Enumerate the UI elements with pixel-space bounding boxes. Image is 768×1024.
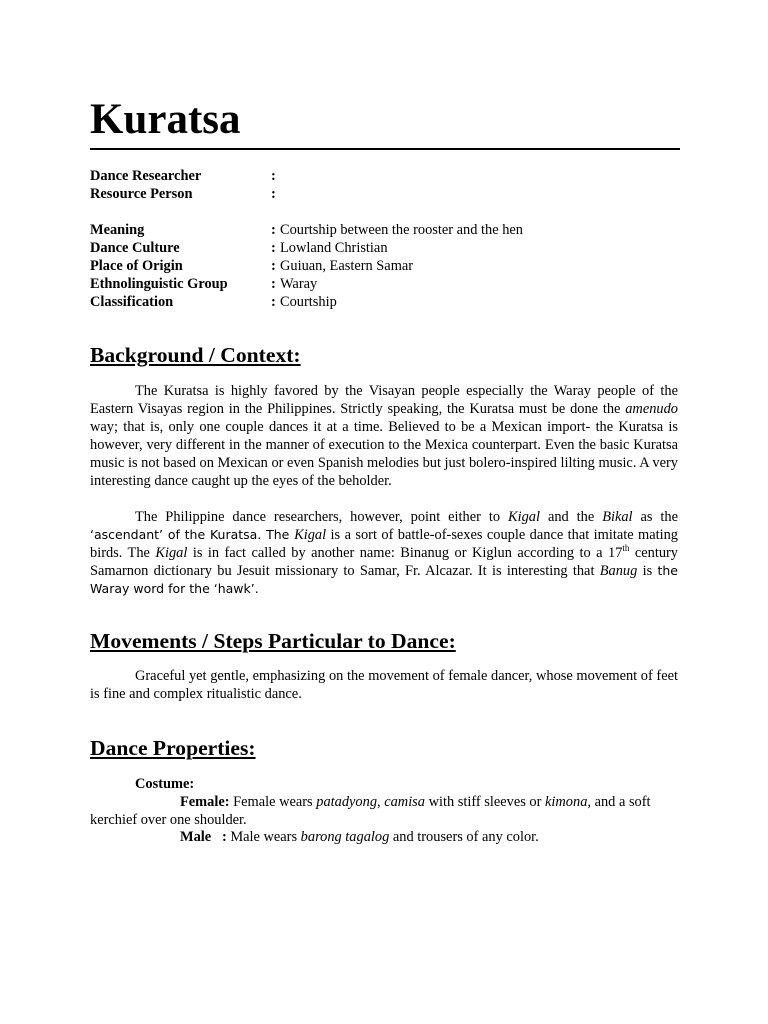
background-p1-text-a: The Kuratsa is highly favored by the Visayan people especially the Waray people of the Eastern Visayas region in the Philippines. Strictly speaking, the Kuratsa must be done the <box>90 383 678 417</box>
background-p2-text-e: is a sort of battle-of-sexes couple dance that imitate mating birds. The <box>90 527 678 561</box>
field-label: Dance Culture <box>90 240 180 256</box>
female-text-a: Female wears <box>229 794 317 810</box>
field-row-resource-person <box>90 185 690 203</box>
field-label: Ethnolinguistic Group <box>90 276 228 292</box>
background-paragraph-1 <box>90 382 678 490</box>
field-colon: : <box>271 258 276 274</box>
field-row-classification <box>90 293 690 311</box>
background-p1-emphasis: amenudo <box>625 401 678 417</box>
field-row-ethnolinguistic-group <box>90 275 690 293</box>
background-p2-text-d: ‘ascendant’ of the Kuratsa. The <box>90 527 295 542</box>
background-p2-text-c: as the <box>632 509 679 525</box>
male-text-a: Male wears <box>226 829 301 845</box>
female-text-b: with stiff sleeves or <box>424 794 546 810</box>
field-row-dance-culture <box>90 239 690 257</box>
field-value: Lowland Christian <box>280 240 388 256</box>
page-title: Kuratsa <box>90 96 241 143</box>
female-emphasis-kimona: kimona, <box>545 794 591 810</box>
background-p2-emphasis-kigal-3: Kigal <box>155 545 188 561</box>
male-text-b: and trousers of any color. <box>389 829 539 845</box>
field-colon: : <box>271 222 276 238</box>
female-costume-continuation: kerchief over one shoulder. <box>90 812 247 828</box>
background-p2-text-a: The Philippine dance researchers, however, point either to <box>135 509 508 525</box>
dance-info-fields <box>90 221 690 311</box>
background-heading: Background / Context: <box>90 343 301 367</box>
title-rule <box>90 148 680 150</box>
female-emphasis-garments: patadyong, camisa <box>316 794 425 810</box>
background-p2-emphasis-banug: Banug <box>599 563 638 579</box>
field-value: Guiuan, Eastern Samar <box>280 258 414 274</box>
field-value: Courtship between the rooster and the hen <box>280 222 523 238</box>
background-p2-emphasis-bikal: Bikal <box>602 509 633 525</box>
background-p2-emphasis-kigal: Kigal <box>508 509 540 525</box>
properties-heading: Dance Properties: <box>90 736 256 760</box>
background-p2-emphasis-kigal-2: Kigal <box>294 527 327 543</box>
female-text-c: and a soft <box>591 794 651 810</box>
background-p2-text-i: the Waray word for the ‘hawk’. <box>90 563 678 596</box>
background-p1-text-b: way; that is, only one couple dances it at a time. Believed to be a Mexican import- the Kuratsa is however, very different in the manner of execution to the Mexica counterpart. Even the basic Kuratsa music is not based on Mexican or even Spanish melodies but just bolero-inspired lilting music. A very interesting dance caught up the eyes of the beholder. <box>90 419 678 489</box>
background-p2-superscript: th <box>622 543 630 554</box>
male-emphasis-barong: barong tagalog <box>300 829 390 845</box>
female-label: Female: <box>180 794 230 810</box>
background-paragraph-2 <box>90 508 678 598</box>
field-value: Waray <box>280 276 318 292</box>
female-costume-line <box>180 793 651 811</box>
field-label: Dance Researcher <box>90 168 202 184</box>
field-colon: : <box>271 168 276 184</box>
field-colon: : <box>271 240 276 256</box>
movements-heading: Movements / Steps Particular to Dance: <box>90 629 456 653</box>
field-row-dance-researcher <box>90 167 690 185</box>
field-row-place-of-origin <box>90 257 690 275</box>
background-p2-text-h: is <box>637 563 658 579</box>
field-label: Classification <box>90 294 174 310</box>
field-label: Resource Person <box>90 186 193 202</box>
movements-text: Graceful yet gentle, emphasizing on the movement of female dancer, whose movement of feet is fine and complex ritualistic dance. <box>90 668 678 702</box>
costume-label: Costume: <box>135 776 195 792</box>
male-costume-line <box>180 828 539 846</box>
background-p2-text-f: is in fact called by another name: Binanug or Kiglun according to a 17 <box>187 545 623 561</box>
movements-paragraph <box>90 667 678 703</box>
researcher-fields <box>90 167 690 203</box>
field-label: Meaning <box>90 222 145 238</box>
field-colon: : <box>271 276 276 292</box>
background-p2-text-g: century Samarnon dictionary bu Jesuit missionary to Samar, Fr. Alcazar. It is interesting that <box>90 545 678 579</box>
background-p2-text-b: and the <box>540 509 603 525</box>
field-row-meaning <box>90 221 690 239</box>
field-colon: : <box>271 186 276 202</box>
field-colon: : <box>271 294 276 310</box>
male-label: Male : <box>180 829 227 845</box>
field-value: Courtship <box>280 294 337 310</box>
field-label: Place of Origin <box>90 258 183 274</box>
